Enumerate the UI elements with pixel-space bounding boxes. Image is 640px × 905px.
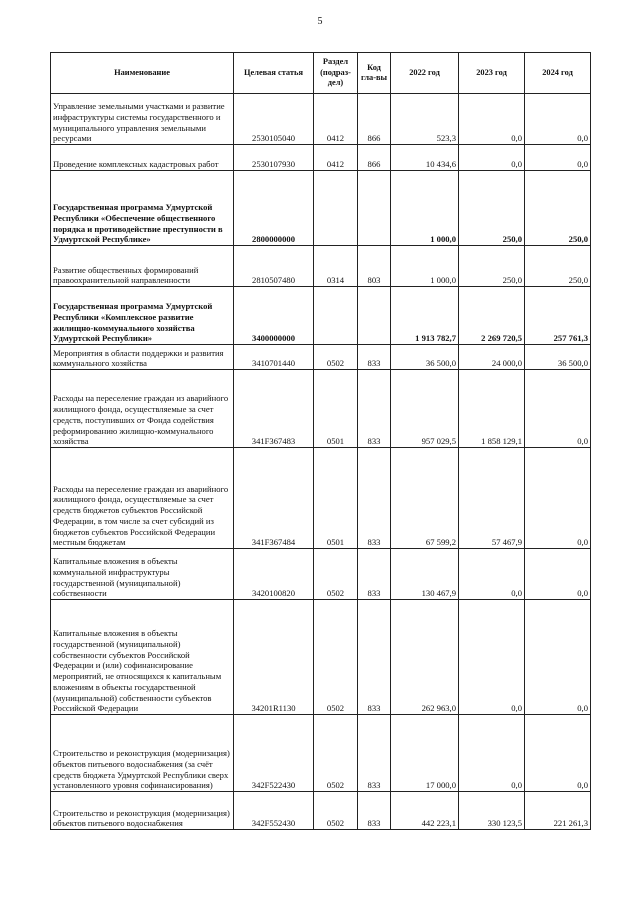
row-2022: 442 223,1 <box>391 792 459 830</box>
row-target: 341F367483 <box>234 370 314 448</box>
row-chapter: 833 <box>358 600 391 715</box>
row-2023: 0,0 <box>459 549 525 600</box>
row-target: 341F367484 <box>234 448 314 549</box>
row-chapter <box>358 171 391 246</box>
row-name: Государственная программа Удмуртской Республики «Комплексное развитие жилищно-коммунального хозяйства Удмуртской Республики» <box>51 287 234 345</box>
row-target: 3410701440 <box>234 345 314 370</box>
row-2023: 0,0 <box>459 600 525 715</box>
row-2022: 17 000,0 <box>391 715 459 792</box>
header-2023: 2023 год <box>459 53 525 94</box>
row-chapter: 833 <box>358 792 391 830</box>
row-target: 342F522430 <box>234 715 314 792</box>
row-target: 34201R1130 <box>234 600 314 715</box>
row-2024: 0,0 <box>525 370 591 448</box>
header-name: Наименование <box>51 53 234 94</box>
row-2024: 0,0 <box>525 94 591 145</box>
row-target: 3400000000 <box>234 287 314 345</box>
row-target: 2800000000 <box>234 171 314 246</box>
row-2024: 221 261,3 <box>525 792 591 830</box>
header-chapter: Код гла-вы <box>358 53 391 94</box>
row-section: 0502 <box>314 715 358 792</box>
table-row <box>51 448 591 549</box>
page-number: 5 <box>317 16 323 27</box>
row-section: 0501 <box>314 448 358 549</box>
row-2022: 1 000,0 <box>391 171 459 246</box>
row-2023: 2 269 720,5 <box>459 287 525 345</box>
row-2023: 0,0 <box>459 715 525 792</box>
row-chapter: 866 <box>358 94 391 145</box>
row-section <box>314 287 358 345</box>
row-name: Расходы на переселение граждан из аварийного жилищного фонда, осуществляемые за счет средств бюджетов субъектов Российской Федерации, в том числе за счет субсидий из бюджетов субъектов Российской Федерации местным бюджетам <box>51 448 234 549</box>
row-section <box>314 171 358 246</box>
table-row <box>51 792 591 830</box>
row-name: Проведение комплексных кадастровых работ <box>51 145 234 171</box>
row-section: 0412 <box>314 94 358 145</box>
row-2024: 250,0 <box>525 246 591 287</box>
row-chapter: 803 <box>358 246 391 287</box>
row-chapter: 833 <box>358 715 391 792</box>
row-target: 2810507480 <box>234 246 314 287</box>
table-row <box>51 715 591 792</box>
table-row <box>51 549 591 600</box>
row-2024: 250,0 <box>525 171 591 246</box>
row-2022: 1 000,0 <box>391 246 459 287</box>
row-2024: 0,0 <box>525 549 591 600</box>
row-chapter: 833 <box>358 370 391 448</box>
row-2022: 262 963,0 <box>391 600 459 715</box>
table-row <box>51 287 591 345</box>
row-section: 0502 <box>314 549 358 600</box>
row-2023: 330 123,5 <box>459 792 525 830</box>
row-2023: 250,0 <box>459 171 525 246</box>
row-chapter: 833 <box>358 345 391 370</box>
row-name: Государственная программа Удмуртской Республики «Обеспечение общественного порядка и противодействие преступности в Удмуртской Республике» <box>51 171 234 246</box>
row-chapter: 833 <box>358 549 391 600</box>
table-row <box>51 600 591 715</box>
table-row <box>51 94 591 145</box>
row-name: Мероприятия в области поддержки и развития коммунального хозяйства <box>51 345 234 370</box>
row-2022: 10 434,6 <box>391 145 459 171</box>
row-section: 0412 <box>314 145 358 171</box>
header-2022: 2022 год <box>391 53 459 94</box>
row-2023: 0,0 <box>459 94 525 145</box>
row-2024: 257 761,3 <box>525 287 591 345</box>
row-name: Управление земельными участками и развитие инфраструктуры системы государственного и муниципального управления земельными ресурсами <box>51 94 234 145</box>
row-name: Развитие общественных формирований правоохранительной направленности <box>51 246 234 287</box>
row-2023: 24 000,0 <box>459 345 525 370</box>
header-target: Целевая статья <box>234 53 314 94</box>
row-2024: 0,0 <box>525 448 591 549</box>
row-name: Капитальные вложения в объекты государственной (муниципальной) собственности субъектов Российской Федерации и (или) софинансирование мероприятий, не относящихся к капитальным вложениям в объекты государственной (муниципальной) собственности субъектов Российской Федерации <box>51 600 234 715</box>
row-2024: 36 500,0 <box>525 345 591 370</box>
budget-table <box>50 52 591 830</box>
row-2023: 57 467,9 <box>459 448 525 549</box>
row-name: Расходы на переселение граждан из аварийного жилищного фонда, осуществляемые за счет средств, поступивших от Фонда содействия реформированию жилищно-коммунального хозяйства <box>51 370 234 448</box>
row-target: 3420100820 <box>234 549 314 600</box>
row-target: 2530107930 <box>234 145 314 171</box>
row-2023: 1 858 129,1 <box>459 370 525 448</box>
table-row <box>51 171 591 246</box>
row-chapter: 866 <box>358 145 391 171</box>
row-2024: 0,0 <box>525 715 591 792</box>
row-target: 342F552430 <box>234 792 314 830</box>
row-2022: 523,3 <box>391 94 459 145</box>
row-chapter: 833 <box>358 448 391 549</box>
row-2022: 36 500,0 <box>391 345 459 370</box>
row-name: Строительство и реконструкция (модернизация) объектов питьевого водоснабжения (за счёт средств бюджета Удмуртской Республики сверх установленного уровня софинансирования) <box>51 715 234 792</box>
row-2022: 1 913 782,7 <box>391 287 459 345</box>
row-section: 0501 <box>314 370 358 448</box>
row-2022: 130 467,9 <box>391 549 459 600</box>
table-row <box>51 370 591 448</box>
row-section: 0502 <box>314 600 358 715</box>
row-section: 0502 <box>314 792 358 830</box>
row-2024: 0,0 <box>525 145 591 171</box>
row-section: 0314 <box>314 246 358 287</box>
header-2024: 2024 год <box>525 53 591 94</box>
row-chapter <box>358 287 391 345</box>
row-2022: 957 029,5 <box>391 370 459 448</box>
row-2023: 0,0 <box>459 145 525 171</box>
row-2022: 67 599,2 <box>391 448 459 549</box>
table-header-row <box>51 53 591 94</box>
row-2023: 250,0 <box>459 246 525 287</box>
row-section: 0502 <box>314 345 358 370</box>
row-name: Капитальные вложения в объекты коммунальной инфраструктуры государственной (муниципальной) собственности <box>51 549 234 600</box>
row-target: 2530105040 <box>234 94 314 145</box>
table-row <box>51 145 591 171</box>
header-section: Раздел (подраз-дел) <box>314 53 358 94</box>
table-row <box>51 345 591 370</box>
table-row <box>51 246 591 287</box>
row-name: Строительство и реконструкция (модернизация) объектов питьевого водоснабжения <box>51 792 234 830</box>
row-2024: 0,0 <box>525 600 591 715</box>
